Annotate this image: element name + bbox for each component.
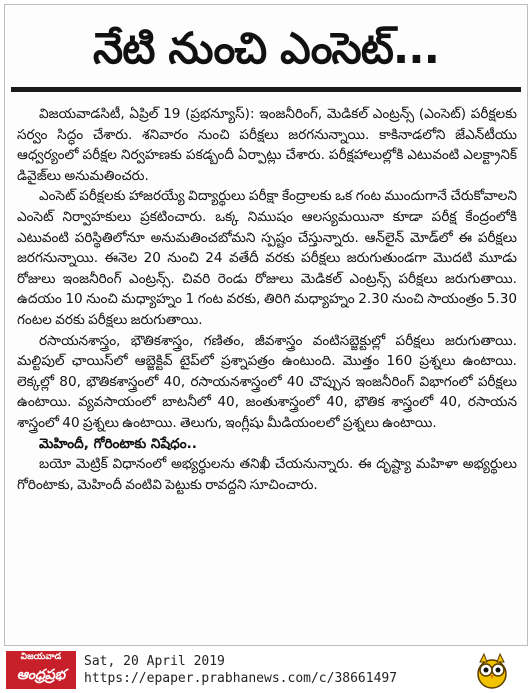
owl-mascot-icon xyxy=(472,650,512,690)
headline-rule xyxy=(11,87,521,92)
article-paragraph-1: విజయవాడసిటీ, ఏప్రిల్ 19 (ప్రభన్యూస్): ఇంజనీరింగ్, మెడికల్ ఎంట్రన్స్ (ఎంసెట్) పరీక్షలకు సర్వం సిద్ధం చేశారు. శనివారం నుంచి పరీక్షలు జరగనున్నాయి. కాకినాడలోని జేఎన్‌టీయు ఆధ్వర్యంలో పరీక్షల నిర్వహణకు పకడ్బందీ ఏర్పాట్లు చేశారు. పరీక్షహాలుల్లోకి ఎటువంటి ఎలక్ట్రానిక్ డివైజ్‌లు అనుమతించరు. xyxy=(17,106,517,184)
logo-title: ఆంధ్రప్రభ xyxy=(16,667,66,683)
newspaper-clipping xyxy=(4,4,528,646)
article-subheading: మెహిందీ, గోరింటాకు నిషేధం.. xyxy=(39,435,197,452)
footer-meta xyxy=(84,653,397,687)
article-closing-paragraph: బయో మెట్రిక్ విధానంలో అభ్యర్థులను తనిఖీ చేయనున్నారు. ఈ దృష్ట్యా మహిళా అభ్యర్థులు గోరింటాకు, మెహిందీ వంటివి పెట్టుకు రావద్దని సూచించారు. xyxy=(17,456,517,493)
logo-edition: విజయవాడ xyxy=(20,652,62,662)
publication-date: Sat, 20 April 2019 xyxy=(84,654,225,669)
epaper-footer xyxy=(4,650,526,690)
newspaper-logo[interactable] xyxy=(6,651,76,689)
article-paragraph-2: ఎంసెట్ పరీక్షలకు హాజరయ్యే విద్యార్థులు పరీక్షా కేంద్రాలకు ఒక గంట ముందుగానే చేరుకోవాలని ఎంసెట్ నిర్వాహకులు ప్రకటించారు. ఒక్క నిముషం ఆలస్యమయినా కూడా పరీక్ష కేంద్రంలోకి ఎటువంటి పరిస్థితిలోనూ అనుమతించబోమని స్పష్టం చేస్తున్నారు. ఆన్‌లైన్ మోడ్‌లో ఈ పరీక్షలు జరగనున్నాయి. ఈనెల 20 నుంచి 24 వతేదీ వరకు పరీక్షలు జరుగుతుండగా మొదటి మూడు రోజులు ఇంజనీరింగ్ ఎంట్రన్స్. చివరి రెండు రోజులు మెడికల్ ఎంట్రన్స్ పరీక్షలు జరుగుతాయి. ఉదయం 10 నుంచి మధ్యాహ్నం 1 గంట వరకు, తిరిగి మధ్యాహ్నం 2.30 నుంచి సాయంత్రం 5.30 గంటల వరకు పరీక్షలు జరుగుతాయి. xyxy=(17,188,517,328)
article-headline: నేటి నుంచి ఎంసెట్... xyxy=(93,24,439,74)
article-url-link[interactable]: https://epaper.prabhanews.com/c/38661497 xyxy=(84,671,398,686)
article-paragraph-3: రసాయనశాస్త్రం, భౌతికశాస్త్రం, గణితం, జీవశాస్త్రం వంటిసబ్జెక్టుల్లో పరీక్షలు జరుగుతాయి. మల్టిపుల్ ఛాయిస్‌లో ఆబ్జెక్టివ్ టైప్‌లో ప్రశ్నాపత్రం ఉంటుంది. మొత్తం 160 ప్రశ్నలు ఉంటాయి. లెక్కల్లో 80, భౌతికశాస్త్రంలో 40, రసాయనశాస్త్రంలో 40 చొప్పున ఇంజనీరింగ్ విభాగంలో పరీక్షలు ఉంటాయి. వ్యవసాయంలో బాటనీలో 40, జంతుశాస్త్రంలో 40, భౌతిక శాస్త్రంలో 40, రసాయన శాస్త్రంలో 40 ప్రశ్నలు ఉంటాయి. తెలుగు, ఇంగ్లీషు మీడియంలలో ప్రశ్నలు ఉంటాయి. xyxy=(17,332,517,431)
